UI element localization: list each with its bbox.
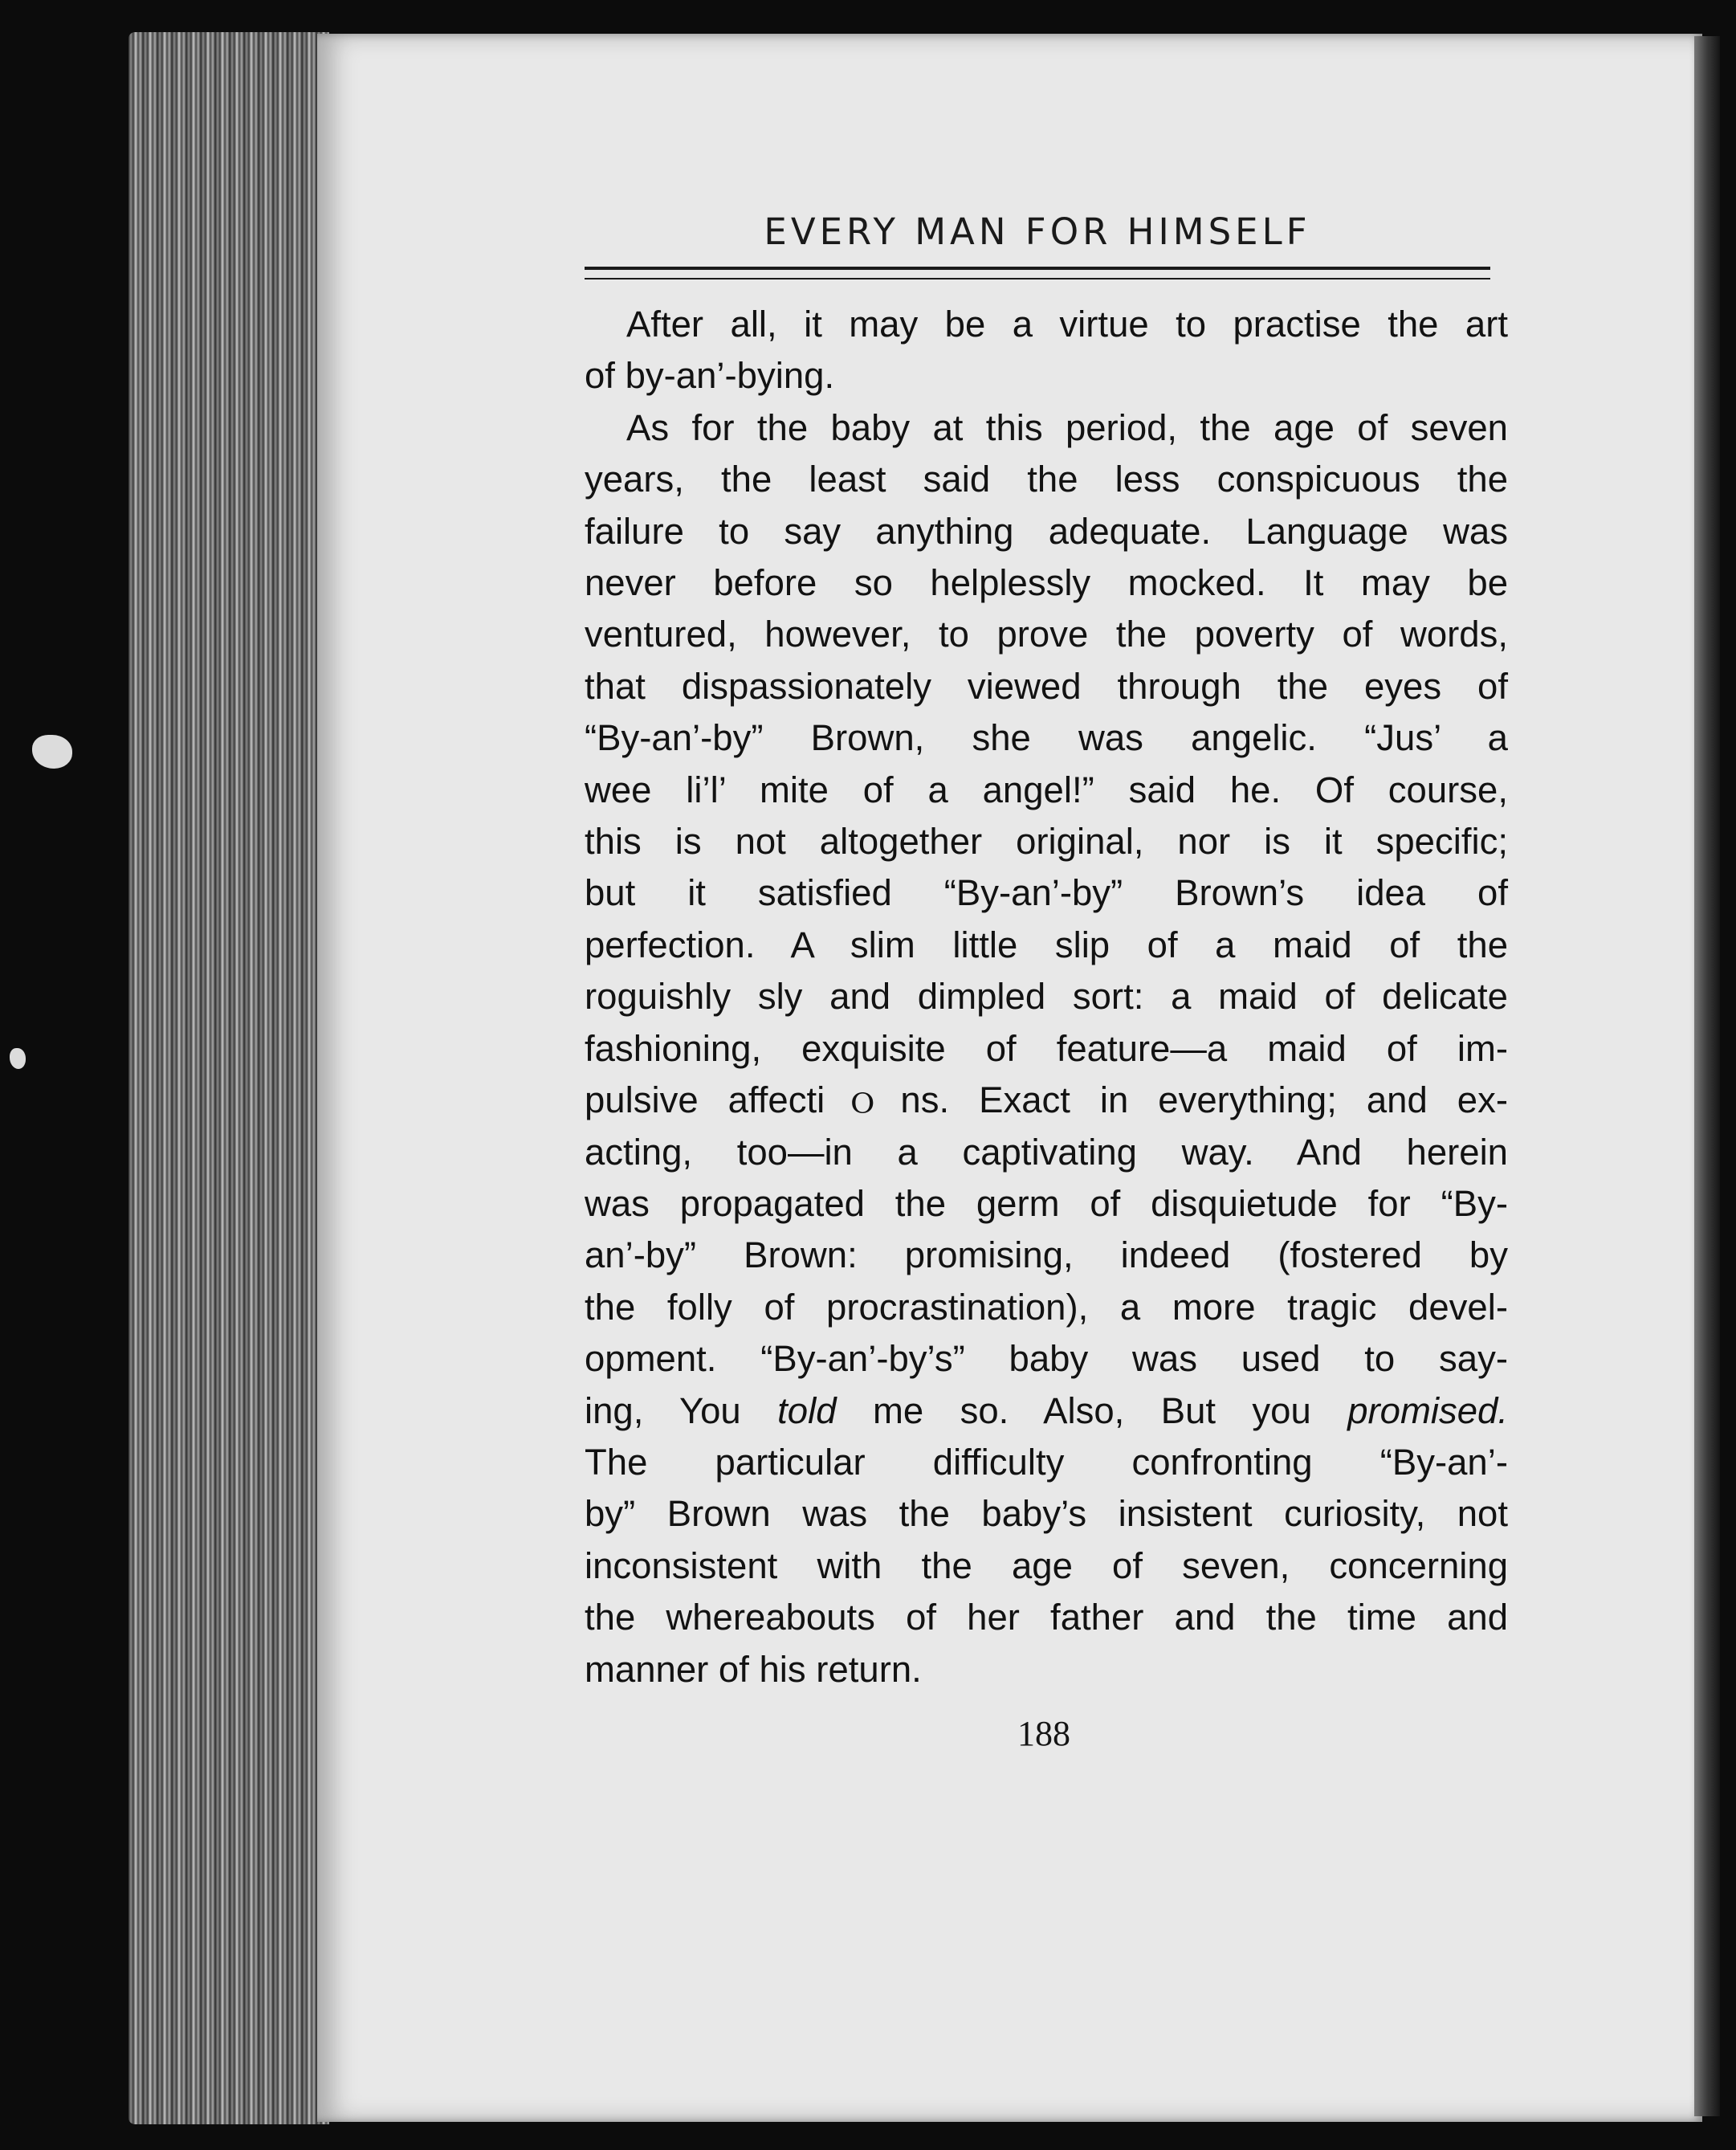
text-line: the folly of procrastination), a more tragic devel- bbox=[585, 1286, 1508, 1328]
text-line: inconsistent with the age of seven, concerning bbox=[585, 1544, 1508, 1586]
binding-edge bbox=[1694, 36, 1720, 2116]
text-line: an’-by” Brown: promising, indeed (fostered by bbox=[585, 1234, 1508, 1276]
text-line: perfection. A slim little slip of a maid of the bbox=[585, 924, 1508, 965]
text-line: pulsive affectiｏns. Exact in everything; and ex- bbox=[585, 1079, 1508, 1121]
page-number: 188 bbox=[1017, 1714, 1070, 1753]
text-line: of by-an’-bying. bbox=[585, 355, 835, 397]
page-edges bbox=[128, 32, 329, 2124]
text-line: manner of his return. bbox=[585, 1648, 922, 1690]
text-line: “By-an’-by” Brown, she was angelic. “Jus’ a bbox=[585, 717, 1508, 759]
text-line: was propagated the germ of disquietude for “By- bbox=[585, 1182, 1508, 1224]
stray-mark bbox=[10, 1048, 26, 1069]
text-line: by” Brown was the baby’s insistent curiosity, not bbox=[585, 1493, 1508, 1535]
text-run: me so. Also, But you bbox=[836, 1389, 1348, 1431]
text-line: the whereabouts of her father and the time and bbox=[585, 1597, 1508, 1638]
text-line: ventured, however, to prove the poverty of words, bbox=[585, 614, 1508, 655]
body-text bbox=[585, 299, 1508, 1695]
header-rule bbox=[585, 267, 1490, 279]
running-header: EVERY MAN FOR HIMSELF bbox=[764, 210, 1311, 253]
text-line: wee li’l’ mite of a angel!” said he. Of course, bbox=[585, 769, 1508, 810]
text-line: As for the baby at this period, the age of seven bbox=[626, 406, 1508, 448]
text-line: fashioning, exquisite of feature—a maid of im- bbox=[585, 1027, 1508, 1069]
text-line: failure to say anything adequate. Language was bbox=[585, 510, 1508, 552]
text-line: The particular difficulty confronting “By-an’- bbox=[585, 1441, 1508, 1483]
text-run: ing, You bbox=[585, 1389, 778, 1431]
text-line: but it satisfied “By-an’-by” Brown’s idea of bbox=[585, 872, 1508, 914]
stray-mark bbox=[32, 735, 72, 769]
text-line: that dispassionately viewed through the eyes of bbox=[585, 665, 1508, 707]
italic-word: promised. bbox=[1347, 1389, 1508, 1431]
text-line: roguishly sly and dimpled sort: a maid of delicate bbox=[585, 976, 1508, 1018]
text-line: this is not altogether original, nor is it specific; bbox=[585, 821, 1508, 863]
text-line: After all, it may be a virtue to practise the art bbox=[626, 304, 1508, 345]
text-line: acting, too—in a captivating way. And herein bbox=[585, 1131, 1508, 1173]
italic-word: told bbox=[777, 1389, 837, 1431]
text-line-with-italics bbox=[585, 1385, 1508, 1437]
text-line: years, the least said the less conspicuous the bbox=[585, 459, 1508, 500]
text-line: never before so helplessly mocked. It may be bbox=[585, 562, 1508, 604]
text-line: opment. “By-an’-by’s” baby was used to say- bbox=[585, 1338, 1508, 1380]
